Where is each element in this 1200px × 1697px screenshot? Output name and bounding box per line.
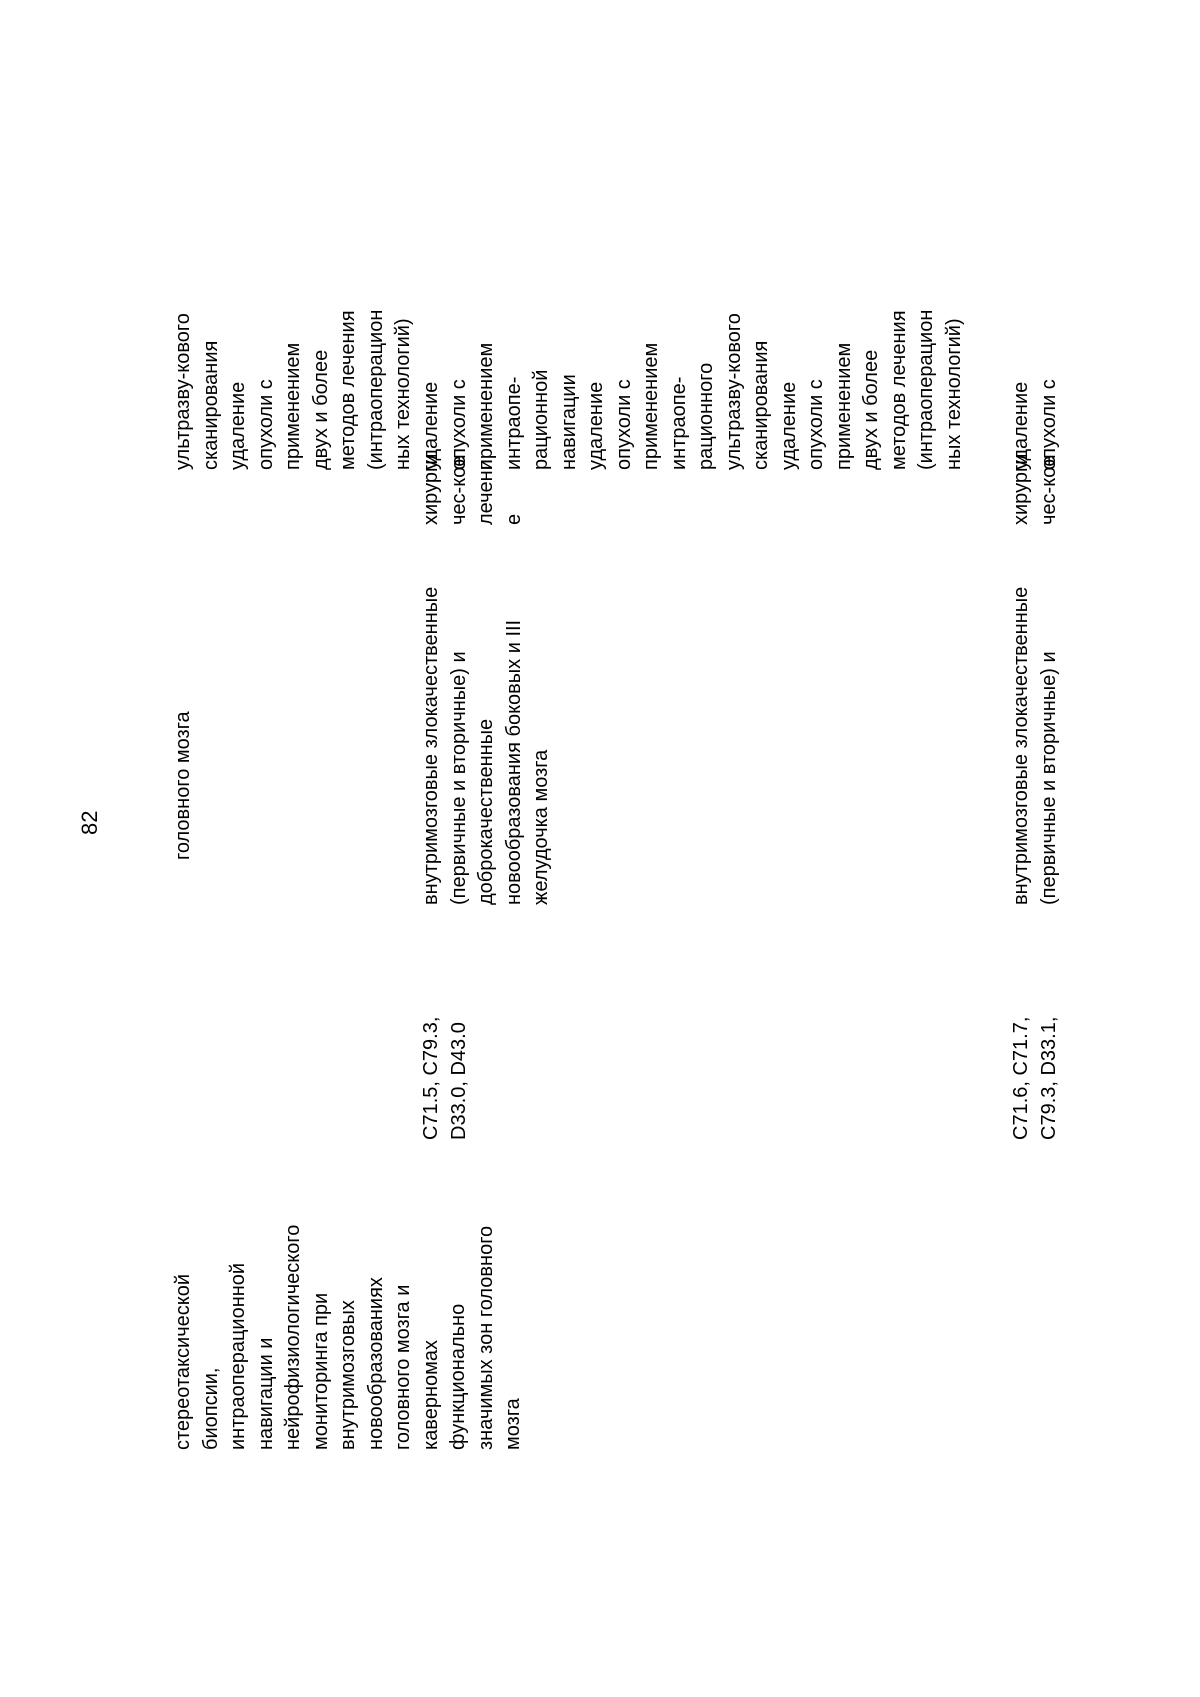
text-line: опухоли с — [612, 379, 635, 470]
text-line: интраоперационной — [227, 1262, 249, 1450]
text-line: головного мозга — [172, 711, 194, 860]
text-line: чес-кое — [447, 455, 470, 525]
text-line: ультразву-кового — [722, 313, 745, 470]
row3-diagnosis-text — [1008, 587, 1063, 905]
row2-codes-text — [418, 1017, 473, 1140]
text-line: функционально — [447, 1303, 469, 1450]
text-line: ультразву-кового — [172, 313, 194, 470]
text-line: C79.3, D33.1, — [1037, 1016, 1060, 1140]
text-line: чес-кое — [1037, 455, 1060, 525]
row2-method-text — [418, 310, 968, 470]
text-line: удаление — [227, 381, 249, 470]
text-line: внутримозговых — [337, 1300, 359, 1450]
text-line: навигации и — [254, 1337, 277, 1450]
text-line: опухоли с — [254, 379, 277, 470]
row3-codes-text — [1008, 1017, 1063, 1140]
text-line: новообразованиях — [364, 1277, 387, 1450]
text-line: внутримозговые злокачественные — [1010, 586, 1032, 905]
text-line: удаление — [585, 381, 607, 470]
text-line: е — [502, 513, 525, 525]
text-line: опухоли с — [1037, 379, 1060, 470]
text-line: головного мозга и — [392, 1284, 414, 1450]
text-line: нейрофизиологического — [282, 1224, 304, 1450]
text-line: (интраоперацион — [364, 309, 387, 470]
text-line: методов лечения — [337, 310, 359, 470]
row1-diagnosis-text — [170, 711, 198, 860]
page-number: 82 — [77, 810, 102, 835]
text-line: новообразования боковых и III — [502, 619, 525, 905]
text-line: интраопе- — [502, 376, 525, 470]
text-line: применением — [832, 342, 855, 470]
text-line: опухоли с — [447, 379, 470, 470]
text-line: применением — [640, 342, 662, 470]
row1-group-text — [170, 1225, 528, 1450]
text-line: интраопе- — [667, 376, 690, 470]
text-line: желудочка мозга — [530, 749, 552, 905]
text-line: C71.5, C79.3, — [420, 1016, 442, 1140]
text-line: рационного — [695, 362, 717, 470]
row1-method-text — [170, 310, 418, 470]
text-line: рационной — [530, 369, 552, 470]
text-line: сканирования — [750, 340, 772, 470]
text-line: (первичные и вторичные) и — [447, 651, 470, 905]
text-line: ных технологий) — [392, 318, 414, 470]
text-line: D33.0, D43.0 — [447, 1022, 470, 1140]
text-line: мониторинга при — [309, 1292, 332, 1450]
text-line: применением — [282, 342, 304, 470]
text-line: сканирования — [199, 340, 222, 470]
text-line: удаление — [1010, 381, 1032, 470]
text-line: ных технологий) — [942, 318, 965, 470]
text-line: методов лечения — [887, 310, 910, 470]
text-line: применением — [475, 342, 497, 470]
text-line: хирурги — [420, 453, 442, 525]
text-line: доброкачественные — [475, 718, 497, 905]
text-line: внутримозговые злокачественные — [420, 586, 442, 905]
text-line: (первичные и вторичные) и — [1037, 651, 1060, 905]
text-line: двух и более — [860, 349, 882, 470]
text-line: (интраоперацион — [915, 309, 937, 470]
text-line: навигации — [557, 374, 580, 470]
text-line: биопсии, — [199, 1367, 222, 1450]
text-line: двух и более — [309, 349, 332, 470]
text-line: мозга — [502, 1398, 524, 1450]
text-line: значимых зон головного — [474, 1225, 497, 1450]
text-line: удаление — [420, 381, 442, 470]
text-line: C71.6, C71.7, — [1010, 1016, 1032, 1140]
text-line: опухоли с — [805, 379, 827, 470]
text-line: удаление — [777, 381, 800, 470]
text-line: каверномах — [419, 1340, 442, 1450]
row3-method-text — [1008, 379, 1063, 470]
text-line: стереотаксической — [172, 1273, 194, 1450]
text-line: лечени — [475, 459, 497, 525]
row2-diagnosis-text — [418, 587, 556, 905]
text-line: хирурги — [1010, 453, 1032, 525]
